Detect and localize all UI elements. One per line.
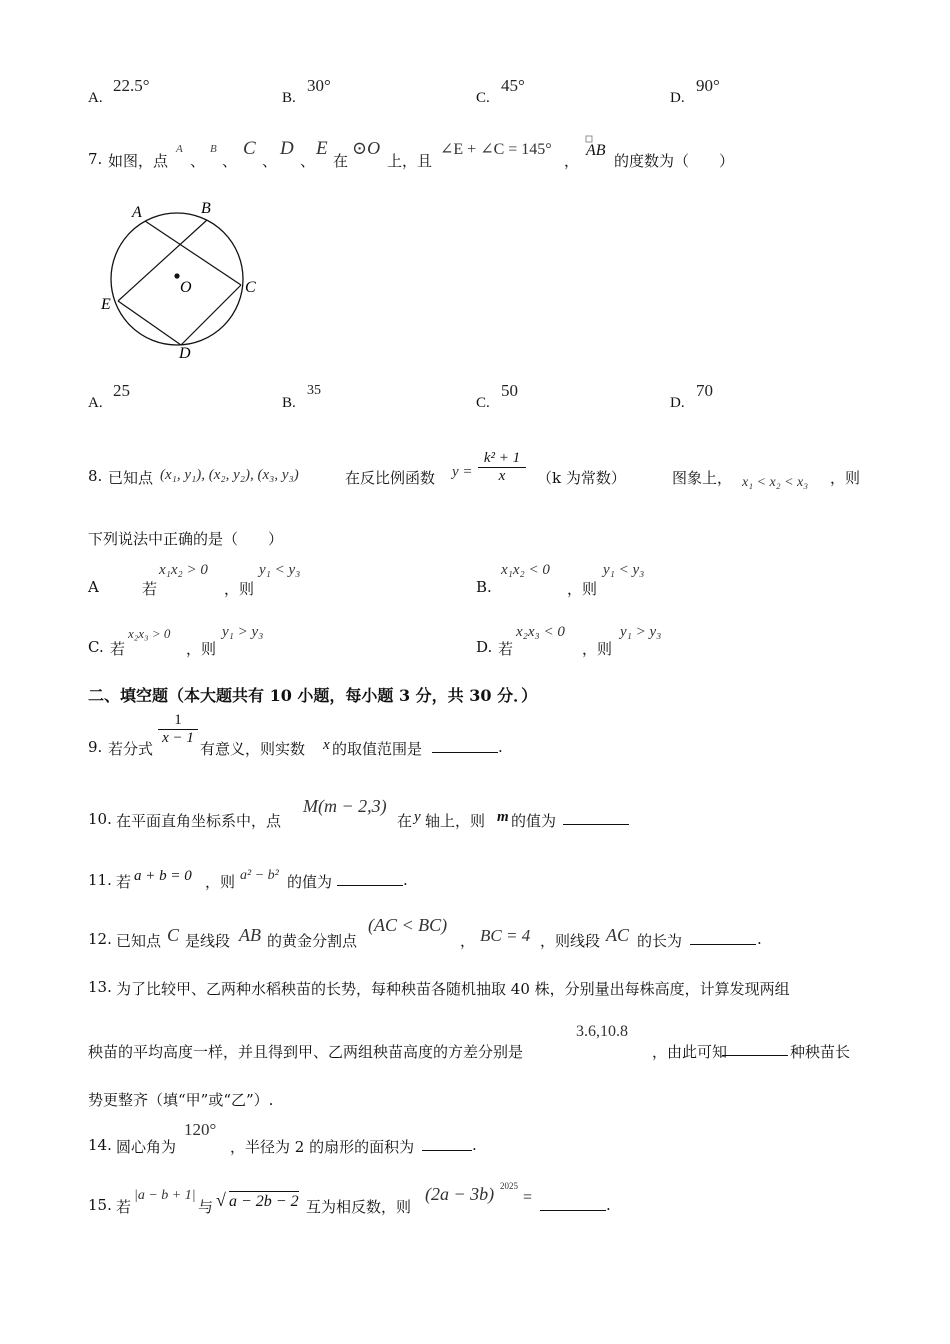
label-e: E — [101, 296, 111, 313]
q10-var-y: y — [414, 809, 421, 825]
q8-option-d-pre: 若 — [498, 640, 514, 658]
q7-number: 7. — [88, 150, 103, 168]
center-point — [174, 273, 179, 278]
q7-point-d: D — [280, 138, 294, 159]
q8-func-lhs: y = — [452, 464, 473, 480]
label-o: O — [180, 279, 192, 296]
q14-text-1: 圆心角为 — [116, 1138, 177, 1156]
chord-ac — [145, 221, 241, 285]
q9-text-3: 的取值范围是 — [332, 740, 423, 758]
q7-point-c: C — [243, 138, 256, 159]
q7-point-e: E — [316, 138, 328, 159]
q8-option-c-pre: 若 — [110, 640, 126, 658]
q12-answer-blank[interactable] — [690, 930, 756, 945]
label-c: C — [245, 279, 256, 296]
q7-option-b-value: 35 — [307, 383, 321, 398]
q10-answer-blank[interactable] — [563, 810, 629, 825]
q7-circle-o: ⊙O — [352, 138, 381, 158]
q6-option-b-label: B. — [282, 90, 296, 106]
q12-point-c: C — [167, 925, 180, 945]
q15-equals: = — [523, 1189, 533, 1206]
q10-text-1: 在平面直角坐标系中，点 — [116, 812, 282, 830]
q10-point: M(m − 2,3) — [303, 796, 387, 816]
q6-option-a-label: A. — [88, 90, 103, 106]
q8-text-3: （k 为常数） — [537, 469, 626, 487]
q15-number: 15. — [88, 1196, 112, 1214]
q15-text-1: 若 — [116, 1198, 132, 1216]
q7-point-a: A — [176, 143, 183, 155]
sqrt-icon: √ — [216, 1190, 226, 1210]
q13-line-2-b: ，由此可知 — [652, 1043, 728, 1061]
section-2-title: 二、填空题（本大题共有 10 小题，每小题 3 分，共 30 分．） — [88, 686, 538, 705]
q11-text-2: ，则 — [205, 873, 236, 891]
q9-text-2: 有意义，则实数 — [200, 740, 306, 758]
q7-text-4: 的度数为（ ） — [614, 152, 735, 170]
q8-option-b-res: y₁ < y₃ — [603, 562, 645, 578]
q14-end: . — [472, 1136, 477, 1154]
q15-answer-blank[interactable] — [540, 1196, 606, 1211]
q12-condition: (AC < BC) — [368, 915, 448, 935]
q7-sep-4: 、 — [300, 152, 316, 170]
q8-line-2: 下列说法中正确的是（ ） — [88, 530, 284, 548]
q9-text-1: 若分式 — [108, 740, 154, 758]
q8-option-b-mid: ，则 — [567, 580, 598, 598]
q7-text-3: 上，且 — [387, 152, 433, 170]
q12-text-2: 是线段 — [185, 932, 231, 950]
q10-var-m: m — [497, 809, 509, 825]
q7-point-b: B — [210, 143, 217, 155]
q13-answer-blank[interactable] — [722, 1041, 788, 1056]
q15-sqrt-body: a − 2b − 2 — [229, 1193, 299, 1210]
q10-text-4: 的值为 — [511, 812, 557, 830]
q6-option-c-label: C. — [476, 90, 490, 106]
q14-angle: 120° — [184, 1120, 217, 1139]
q8-option-c-cond: x₂x₃ > 0 — [128, 626, 171, 641]
q7-circle-figure — [95, 195, 260, 365]
q12-text-4: ，则线段 — [540, 932, 601, 950]
q15-abs: |a − b + 1| — [134, 1188, 196, 1203]
q8-option-a-cond: x₁x₂ > 0 — [159, 562, 208, 578]
q11-text-3: 的值为 — [287, 873, 333, 891]
circle-o — [111, 213, 243, 345]
q14-number: 14. — [88, 1136, 112, 1154]
q12-bc: BC = 4 — [480, 926, 531, 945]
q15-exponent: 2025 — [500, 1181, 518, 1191]
q8-option-c-res: y₁ > y₃ — [222, 624, 264, 640]
q7-sep-2: 、 — [222, 152, 238, 170]
q13-line-2-c: 种秧苗长 — [790, 1043, 851, 1061]
q7-option-a-value: 25 — [113, 381, 130, 400]
label-b: B — [201, 200, 211, 217]
q8-option-a-mid: ，则 — [224, 580, 255, 598]
q11-condition: a + b = 0 — [134, 868, 192, 884]
q12-ac: AC — [606, 925, 630, 945]
q7-option-a-label: A. — [88, 395, 103, 411]
q10-number: 10. — [88, 810, 112, 828]
q13-line-2-a: 秧苗的平均高度一样，并且得到甲、乙两组秧苗高度的方差分别是 — [88, 1043, 524, 1061]
q12-comma: ， — [460, 932, 476, 950]
q9-fraction — [158, 712, 198, 747]
q11-end: . — [403, 871, 408, 889]
q15-text-2: 与 — [198, 1198, 214, 1216]
q7-sep-1: 、 — [190, 152, 206, 170]
q7-option-b-label: B. — [282, 395, 296, 411]
q8-option-c-mid: ，则 — [186, 640, 217, 658]
q8-option-d-mid: ，则 — [582, 640, 613, 658]
q9-answer-blank[interactable] — [432, 738, 498, 753]
q9-frac-num: 1 — [158, 712, 198, 730]
q6-option-d-label: D. — [670, 90, 685, 106]
q12-number: 12. — [88, 930, 112, 948]
q7-text-2: 在 — [333, 152, 349, 170]
q9-var: x — [323, 737, 330, 753]
q13-number: 13. — [88, 978, 112, 996]
q13-line-3: 势更整齐（填“甲”或“乙”）. — [88, 1091, 274, 1109]
q11-answer-blank[interactable] — [337, 871, 403, 886]
q10-text-3: 轴上，则 — [425, 812, 486, 830]
q15-text-3: 互为相反数，则 — [306, 1198, 412, 1216]
q12-end: . — [757, 930, 762, 948]
q15-expression: (2a − 3b) — [425, 1184, 495, 1204]
q7-text-1: 如图，点 — [108, 152, 169, 170]
q7-condition: ∠E + ∠C = 145° — [440, 141, 552, 158]
label-d: D — [179, 345, 191, 362]
q6-option-b-value: 30° — [307, 76, 331, 95]
q7-option-c-value: 50 — [501, 381, 518, 400]
q8-text-2: 在反比例函数 — [345, 469, 436, 487]
q10-text-2: 在 — [397, 812, 413, 830]
q8-option-a-res: y₁ < y₃ — [259, 562, 301, 578]
q8-option-a-label: A — [88, 578, 99, 596]
q7-arc-ab: AB — [586, 142, 606, 159]
q9-frac-den: x − 1 — [162, 730, 194, 746]
q11-expression: a² − b² — [240, 868, 279, 883]
q8-func-num: k² + 1 — [478, 450, 526, 468]
q8-option-d-label: D. — [476, 638, 493, 656]
q7-sep-3: 、 — [262, 152, 278, 170]
q8-func-den: x — [498, 468, 506, 484]
q8-number: 8. — [88, 467, 103, 485]
q9-end: . — [498, 738, 503, 756]
q14-answer-blank[interactable] — [422, 1136, 472, 1151]
q12-text-3: 的黄金分割点 — [267, 932, 358, 950]
q8-option-a-pre: 若 — [142, 580, 158, 598]
q12-segment: AB — [239, 925, 261, 945]
q8-option-b-label: B. — [476, 578, 492, 596]
q7-comma: ， — [564, 152, 580, 170]
q11-number: 11. — [88, 871, 112, 889]
label-a: A — [132, 204, 142, 221]
q13-variances: 3.6,10.8 — [576, 1023, 628, 1040]
q6-option-a-value: 22.5° — [113, 76, 150, 95]
q11-text-1: 若 — [116, 873, 132, 891]
q8-option-d-res: y₁ > y₃ — [620, 624, 662, 640]
q15-end: . — [606, 1196, 611, 1214]
q8-points: (x₁, y₁), (x₂, y₂), (x₃, y₃) — [160, 467, 299, 483]
q8-option-c-label: C. — [88, 638, 104, 656]
q8-option-d-cond: x₂x₃ < 0 — [516, 624, 565, 640]
q8-option-b-cond: x₁x₂ < 0 — [501, 562, 550, 578]
q7-option-c-label: C. — [476, 395, 490, 411]
q13-line-1: 为了比较甲、乙两种水稻秧苗的长势，每种秧苗各随机抽取 40 株，分别量出每株高度，计算发现两组 — [116, 980, 790, 998]
q9-number: 9. — [88, 738, 103, 756]
q8-text-1: 已知点 — [108, 469, 154, 487]
q8-text-4: 图象上， — [672, 469, 733, 487]
q8-text-5: ，则 — [830, 469, 861, 487]
q7-option-d-value: 70 — [696, 381, 713, 400]
q6-option-d-value: 90° — [696, 76, 720, 95]
arc-mark-icon — [585, 135, 593, 143]
q6-option-c-value: 45° — [501, 76, 525, 95]
q8-order: x₁ < x₂ < x₃ — [742, 475, 809, 490]
q14-text-2: ，半径为 2 的扇形的面积为 — [230, 1138, 415, 1156]
q8-function-fraction — [478, 450, 526, 485]
q7-option-d-label: D. — [670, 395, 685, 411]
q12-text-1: 已知点 — [116, 932, 162, 950]
q12-text-5: 的长为 — [637, 932, 683, 950]
